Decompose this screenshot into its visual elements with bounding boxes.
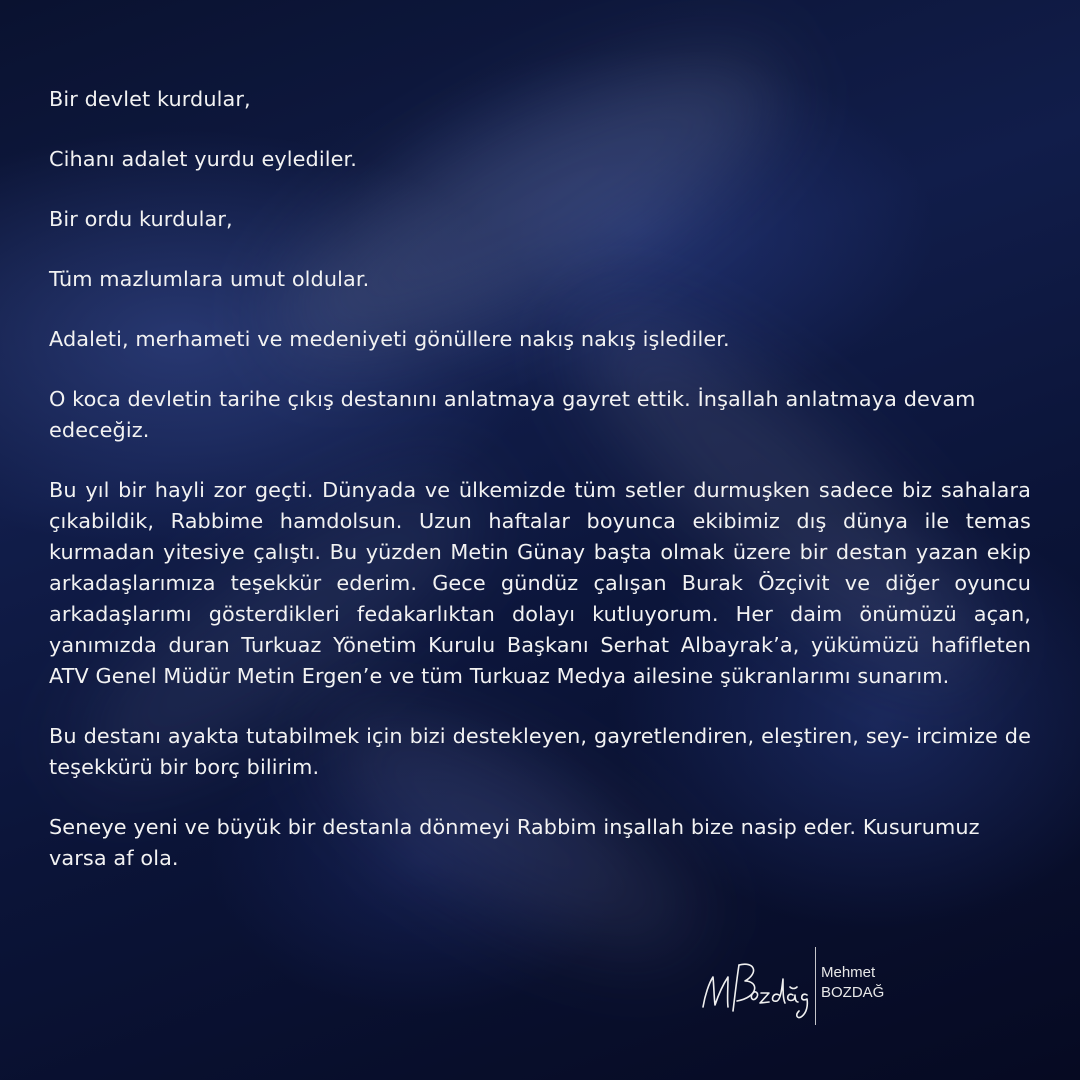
letter-paragraph: Bir ordu kurdular, bbox=[49, 207, 233, 231]
letter-paragraph: Adaleti, merhameti ve medeniyeti gönüllere nakış nakış işlediler. bbox=[49, 327, 730, 351]
signature-divider bbox=[815, 947, 816, 1025]
signature-last-name: BOZDAĞ bbox=[821, 984, 885, 1001]
letter-paragraph: Seneye yeni ve büyük bir destanla dönmeyi Rabbim inşallah bize nasip eder. Kusurumuz varsa af ola. bbox=[49, 815, 980, 870]
letter-body bbox=[49, 84, 1031, 903]
letter-paragraph: Bu destanı ayakta tutabilmek için bizi destekleyen, gayretlendiren, eleştiren, sey- ircimize de teşekkürü bir borç bilirim. bbox=[49, 724, 1031, 779]
letter-paragraph: Tüm mazlumlara umut oldular. bbox=[49, 267, 370, 291]
signature-first-name: Mehmet bbox=[821, 964, 876, 981]
letter-paragraph: Cihanı adalet yurdu eylediler. bbox=[49, 147, 357, 171]
signature-name bbox=[821, 963, 884, 1003]
handwritten-signature bbox=[697, 947, 815, 1025]
signature-block bbox=[697, 945, 937, 1027]
letter-paragraph: O koca devletin tarihe çıkış destanını anlatmaya gayret ettik. İnşallah anlatmaya devam edeceğiz. bbox=[49, 387, 976, 442]
letter-paragraph: Bir devlet kurdular, bbox=[49, 87, 251, 111]
letter-paragraph: Bu yıl bir hayli zor geçti. Dünyada ve ülkemizde tüm setler durmuşken sadece biz sahalara çıkabildik, Rabbime hamdolsun. Uzun haftalar boyunca ekibimiz dış dünya ile temas kurmadan yitesiye çalıştı. Bu yüzden Metin Günay başta olmak üzere bir destan yazan ekip arkadaşlarımıza teşekkür ederim. Gece gündüz çalışan Burak Özçivit ve diğer oyuncu arkadaşlarımı gösterdikleri fedakarlıktan dolayı kutluyorum. Her daim önümüzü açan, yanımızda duran Turkuaz Yönetim Kurulu Başkanı Serhat Albayrak’a, yükümüzü hafifleten ATV Genel Müdür Metin Ergen’e ve tüm Turkuaz Medya ailesine şükranlarımı sunarım. bbox=[49, 478, 1031, 688]
